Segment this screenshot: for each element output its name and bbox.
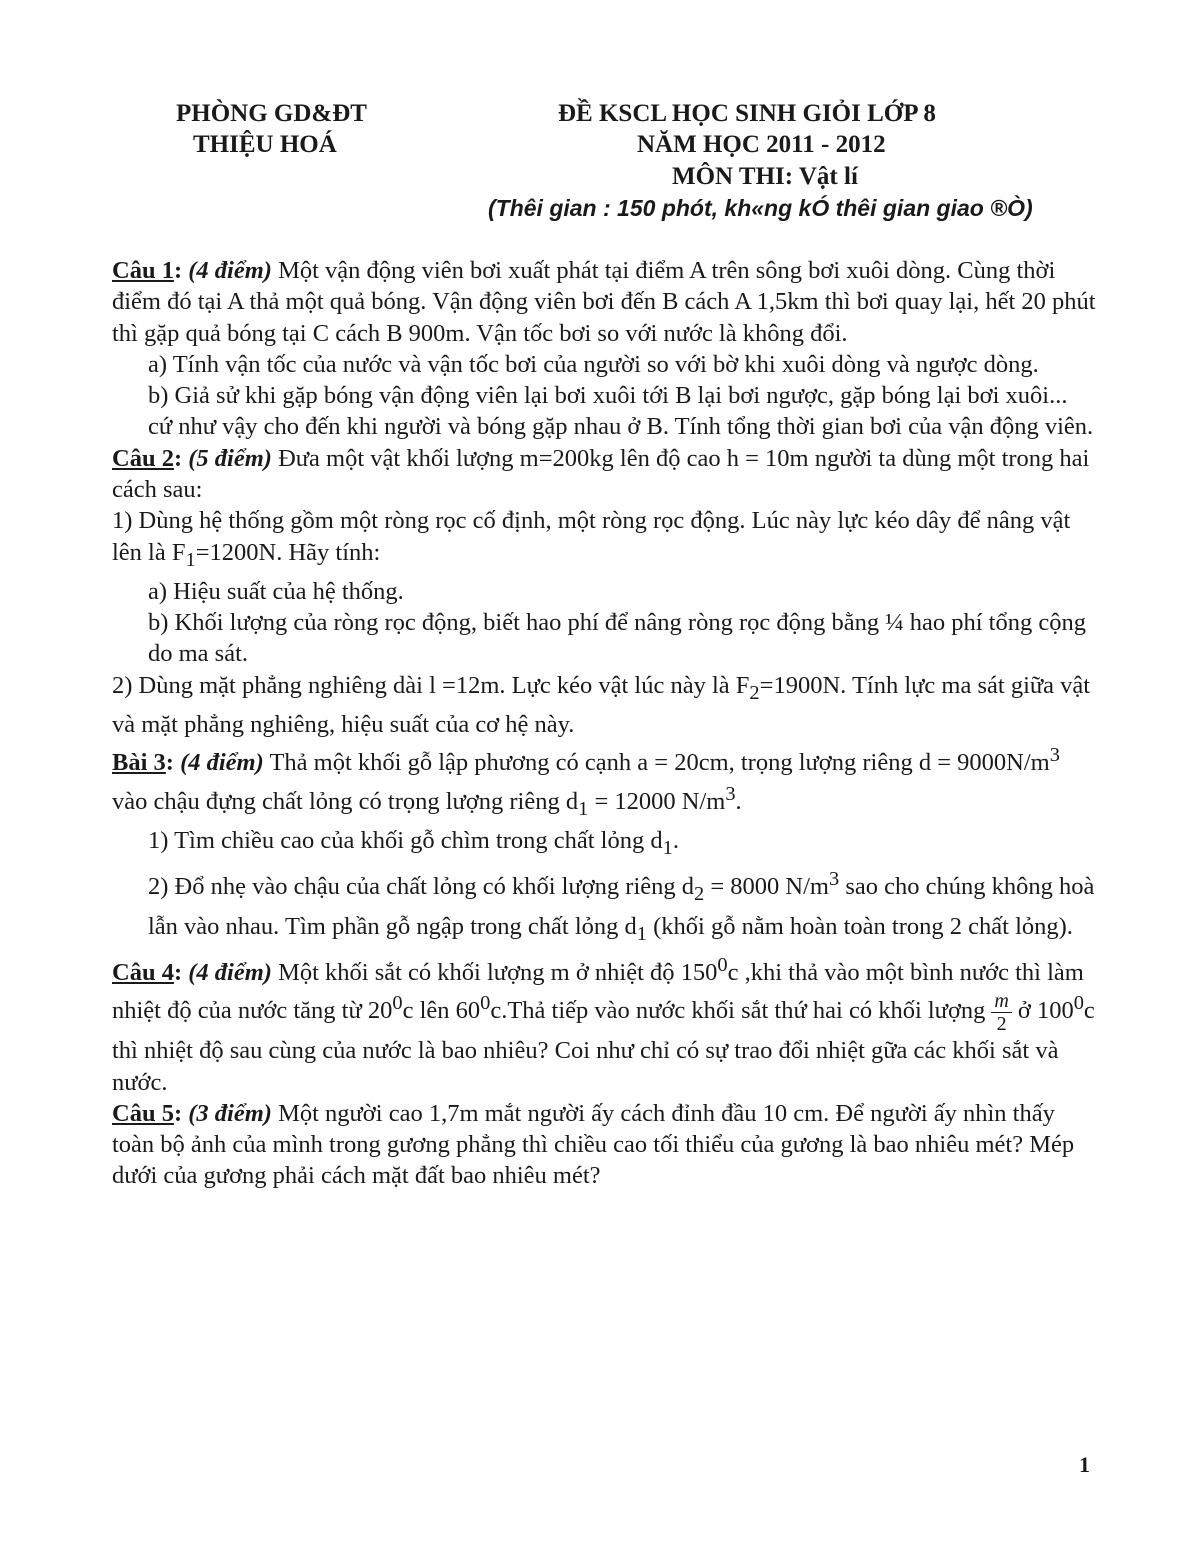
q3-item-1: 1) Tìm chiều cao của khối gỗ chìm trong chất lỏng $d_1$.	[148, 827, 679, 859]
q3-item-2: 2) Đổ nhẹ vào chậu của chất lỏng có khối lượng riêng $d_2 = 8000$ $N/m^3$ sao cho chúng không hoà lẫn vào nhau. Tìm phần gỗ ngập trong chất lỏng $d_1$ (khối gỗ nằm hoàn toàn trong 2 chất lỏng).	[148, 868, 1095, 945]
q1-part-b: b) Giả sử khi gặp bóng vận động viên lại bơi xuôi tới B lại bơi ngược, gặp bóng lại bơi xuôi... cứ như vậy cho đến khi người và bóng gặp nhau ở B. Tính tổng thời gian bơi của vận động viên.	[148, 382, 1094, 441]
header-right-line2: NĂM HỌC 2011 - 2012	[637, 131, 886, 158]
q3-points: (4 điểm)	[180, 749, 264, 777]
q2-points: (5 điểm)	[188, 444, 272, 472]
page-number: 1	[1079, 1452, 1090, 1477]
q1-part-a: a) Tính vận tốc của nước và vận tốc bơi của người so với bờ khi xuôi dòng và ngược dòng.	[148, 350, 1039, 378]
q2-label: Câu 2	[112, 444, 174, 472]
q1-points: (4 điểm)	[188, 257, 272, 284]
question-5: Câu 5: (3 điểm) Một người cao 1,7m mắt người ấy cách đỉnh đầu 10 cm. Để người ấy nhìn thấy toàn bộ ảnh của mình trong gương phẳng thì chiều cao tối thiểu của gương là bao nhiêu mét? Mép dưới của gương phải cách mặt đất bao nhiêu mét?	[112, 1099, 1075, 1190]
q2-text: Đưa một vật khối lượng m=200kg lên độ cao h = 10m người ta dùng một trong hai cách sau:	[112, 444, 1090, 504]
q2-part-a: a) Hiệu suất của hệ thống.	[148, 577, 404, 605]
q4-points: (4 điểm)	[188, 958, 272, 986]
header-right-line1: ĐỀ KSCL HỌC SINH GIỎI LỚP 8	[558, 100, 936, 127]
q4-label: Câu 4	[112, 958, 174, 986]
q3-label: Bài 3	[112, 749, 166, 777]
time-note: (Thêi gian : 150 phót, kh«ng kÓ thêi gian giao ®Ò)	[488, 195, 1033, 221]
header-subject: MÔN THI: Vật lí	[672, 163, 858, 190]
header-left-line1: PHÒNG GD&ĐT	[176, 100, 367, 127]
q2-part-b: b) Khối lượng của ròng rọc động, biết hao phí để nâng ròng rọc động bằng ¼ hao phí tổng cộng do ma sát.	[148, 609, 1086, 668]
exam-body	[112, 255, 1097, 1192]
q5-points: (3 điểm)	[188, 1099, 272, 1127]
question-1: Câu 1: (4 điểm) Một vận động viên bơi xuất phát tại điểm A trên sông bơi xuôi dòng. Cùng thời điểm đó tại A thả một quả bóng. Vận động viên bơi đến B cách A 1,5km thì bơi quay lại, hết 20 phút thì gặp quả bóng tại C cách B 900m. Vận tốc bơi so với nước là không đổi.	[112, 257, 1096, 347]
q1-text: Một vận động viên bơi xuất phát tại điểm A trên sông bơi xuôi dòng. Cùng thời điểm đó tại A thả một quả bóng. Vận động viên bơi đến B cách A 1,5km thì bơi quay lại, hết 20 phút thì gặp quả bóng tại C cách B 900m. Vận tốc bơi so với nước là không đổi.	[112, 257, 1096, 347]
question-3: Bài 3: (4 điểm) Thả một khối gỗ lập phương có cạnh a = 20cm, trọng lượng riêng $d = 9000N/m^3$ vào chậu đựng chất lỏng có trọng lượng riêng $d_1 = 12000$ $N/m^3$.	[112, 744, 1060, 820]
q2-method-1: 1) Dùng hệ thống gồm một ròng rọc cố định, một ròng rọc động. Lúc này lực kéo dây để nâng vật lên là $F_1=1200N$. Hãy tính:	[112, 507, 1071, 571]
header-left-line2: THIỆU HOÁ	[193, 131, 337, 158]
q2-method-2: 2) Dùng mặt phẳng nghiêng dài l =12m. Lực kéo vật lúc này là $F_2=1900N$. Tính lực ma sát giữa vật và mặt phẳng nghiêng, hiệu suất của cơ hệ này.	[112, 671, 1091, 738]
question-4: Câu 4: (4 điểm) Một khối sắt có khối lượng m ở nhiệt độ $150^0c$ ,khi thả vào một bình nước thì làm nhiệt độ của nước tăng từ $20^0c$ lên $60^0c.Thả$ tiếp vào nước khối sắt thứ hai có khối lượng $\frac{m}{2}$ ở $100^0c$ thì nhiệt độ sau cùng của nước là bao nhiêu? Coi như chỉ có sự trao đổi nhiệt gữa các khối sắt và nước.	[112, 953, 1095, 1096]
question-2: Câu 2: (5 điểm) Đưa một vật khối lượng m=200kg lên độ cao h = 10m người ta dùng một trong hai cách sau:	[112, 444, 1090, 504]
q5-text: Một người cao 1,7m mắt người ấy cách đỉnh đầu 10 cm. Để người ấy nhìn thấy toàn bộ ảnh của mình trong gương phẳng thì chiều cao tối thiểu của gương là bao nhiêu mét? Mép dưới của gương phải cách mặt đất bao nhiêu mét?	[112, 1099, 1075, 1190]
q1-label: Câu 1	[112, 257, 174, 284]
q5-label: Câu 5	[112, 1099, 174, 1127]
mass-fraction: $\frac{m}{2}$	[991, 990, 1011, 1035]
